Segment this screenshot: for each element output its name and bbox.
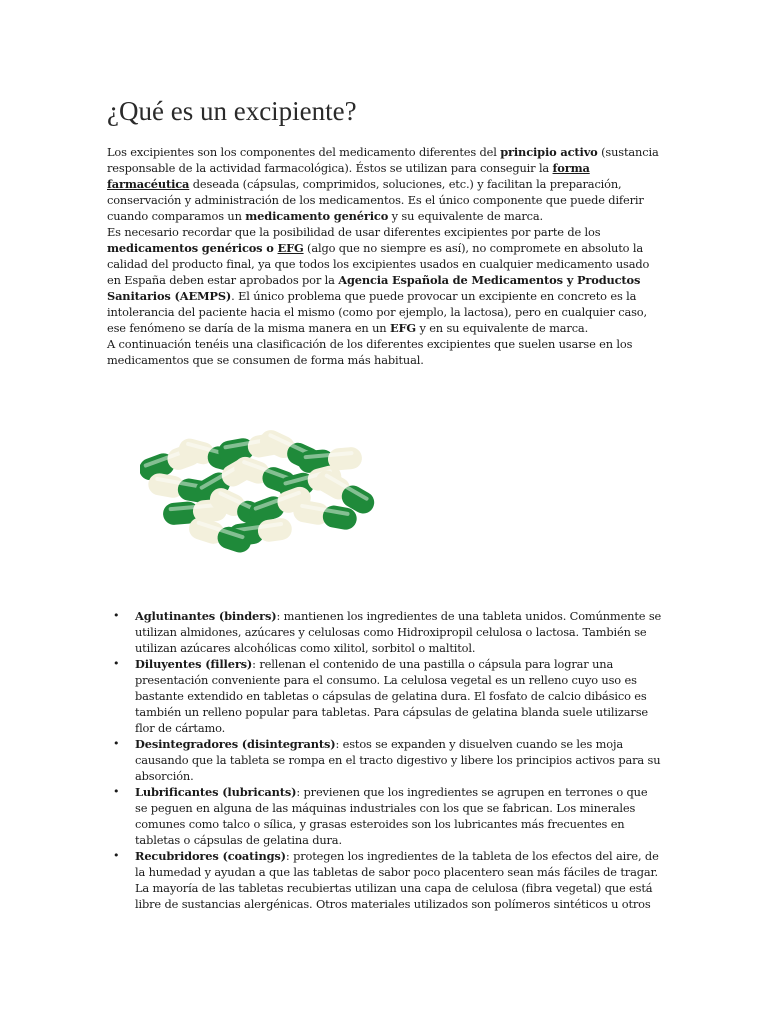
list-item-text: : previenen que los ingredientes se agrupen en terrones o que se peguen en alguna de las máquinas industriales con los que se fabrican. Los minerales comunes como talco o sílica, y grasas esteroides son los lubricantes más frecuentes en tabletas o cápsulas de gelatina dura. xyxy=(135,785,648,847)
text-run: deseada (cápsulas, comprimidos, soluciones, etc.) y facilitan la preparación, conservación y administración de los medicamentos. Es el único componente que puede diferir cuando comparamos un xyxy=(107,177,644,223)
text-run: (sustancia responsable de la actividad farmacológica). Éstos se utilizan para conseguir la xyxy=(107,145,659,175)
list-item xyxy=(107,736,662,784)
text-run: y su equivalente de marca. xyxy=(388,209,543,223)
bold-term: forma farmacéutica xyxy=(107,161,590,191)
text-run: (algo que no siempre es así), no compromete en absoluto la calidad del producto final, ya que todos los excipientes usados en cualquier medicamento usado en España deben estar aprobados por la xyxy=(107,241,650,287)
bold-term: medicamento genérico xyxy=(245,209,389,223)
bold-term: EFG xyxy=(277,241,304,255)
list-item xyxy=(107,608,662,656)
text-run: Los excipientes son los componentes del medicamento diferentes del xyxy=(107,145,501,159)
text-run: A continuación tenéis una clasificación de los diferentes excipientes que suelen usarse en los medicamentos que se consumen de forma más habitual. xyxy=(107,337,633,367)
text-run: . El único problema que puede provocar un excipiente en concreto es la intolerancia del paciente hacia el mismo (como por ejemplo, la lactosa), pero en cualquier caso, ese fenómeno se daría de la misma manera en un xyxy=(107,289,647,335)
intro-paragraph-3 xyxy=(107,336,662,368)
list-item xyxy=(107,784,662,848)
list-item-term: Aglutinantes (binders) xyxy=(135,609,277,623)
list-item-text: : estos se expanden y disuelven cuando se les moja causando que la tableta se rompa en el tracto digestivo y libere los principios activos para su absorción. xyxy=(135,737,661,783)
list-item-term: Lubrificantes (lubricants) xyxy=(135,785,297,799)
list-item-text: : protegen los ingredientes de la tableta de los efectos del aire, de la humedad y ayudan a que las tabletas de sabor poco placentero sean más fáciles de tragar. La mayoría de las tabletas recubiertas utilizan una capa de celulosa (fibra vegetal) que está libre de sustancias alergénicas. Otros materiales utilizados son polímeros sintéticos u otros xyxy=(135,849,659,911)
bold-term: EFG xyxy=(389,321,416,335)
bold-term: principio activo xyxy=(500,145,598,159)
list-item-text: : mantienen los ingredientes de una tableta unidos. Comúnmente se utilizan almidones, azúcares y celulosas como Hidroxipropil celulosa o lactosa. También se utilizan azúcares alcohólicas como xilitol, sorbitol o maltitol. xyxy=(135,609,662,655)
capsules-image xyxy=(140,420,390,570)
list-item-text: : rellenan el contenido de una pastilla o cápsula para lograr una presentación conveniente para el consumo. La celulosa vegetal es un relleno cuyo uso es bastante extendido en tabletas o cápsulas de gelatina dura. El fosfato de calcio dibásico es también un relleno popular para tabletas. Para cápsulas de gelatina blanda suele utilizarse flor de cártamo. xyxy=(135,657,648,735)
text-run: y en su equivalente de marca. xyxy=(415,321,589,335)
bold-term: Agencia Española de Medicamentos y Productos Sanitarios (AEMPS) xyxy=(107,273,641,303)
page-title: ¿Qué es un excipiente? xyxy=(107,96,357,126)
bold-term: medicamentos genéricos o xyxy=(107,241,278,255)
list-item xyxy=(107,656,662,736)
excipient-list xyxy=(107,608,662,912)
intro-paragraph-2 xyxy=(107,224,662,336)
list-item-term: Recubridores (coatings) xyxy=(135,849,286,863)
intro-text xyxy=(107,144,662,368)
intro-paragraph-1 xyxy=(107,144,662,224)
text-run: Es necesario recordar que la posibilidad de usar diferentes excipientes por parte de los xyxy=(107,225,601,239)
list-item-term: Diluyentes (fillers) xyxy=(135,657,253,671)
list-item xyxy=(107,848,662,912)
list-item-term: Desintegradores (disintegrants) xyxy=(135,737,336,751)
